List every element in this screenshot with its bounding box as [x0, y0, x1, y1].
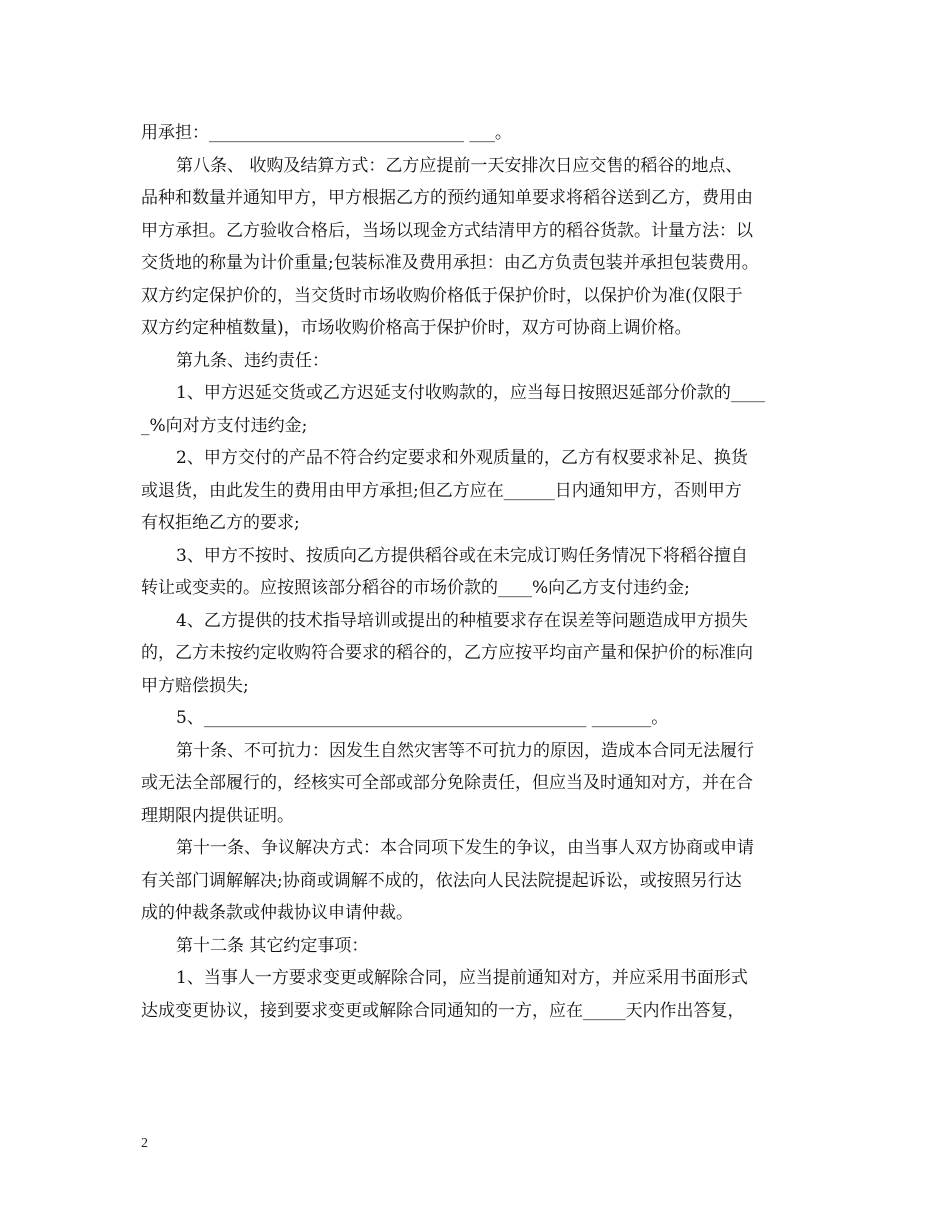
page-number: 2 — [141, 1136, 148, 1151]
text-line: 5、_____________________________________________ _______。 — [176, 708, 669, 728]
text-line: 4、乙方提供的技术指导培训或提出的种植要求存在误差等问题造成甲方损失 — [176, 610, 748, 631]
section-heading: 第十二条 其它约定事项： — [176, 935, 369, 956]
text-line: 达成变更协议，接到要求变更或解除合同通知的一方，应在_____天内作出答复， — [141, 1000, 745, 1021]
text-line: 有关部门调解解决;协商或调解不成的，依法向人民法院提起诉讼，或按照另行达 — [141, 870, 742, 891]
text-line: _%向对方支付违约金; — [141, 415, 308, 436]
text-line: 理期限内提供证明。 — [141, 805, 294, 826]
document-body — [141, 117, 811, 1027]
text-line: 交货地的称量为计价重量;包装标准及费用承担：由乙方负责包装并承担包装费用。 — [141, 253, 759, 273]
text-line: 3、甲方不按时、按质向乙方提供稻谷或在未完成订购任务情况下将稻谷擅自 — [176, 545, 748, 566]
section-heading: 第十一条、争议解决方式：本合同项下发生的争议，由当事人双方协商或申请 — [176, 838, 754, 858]
text-line: 双方约定保护价的，当交货时市场收购价格低于保护价时，以保护价为准(仅限于 — [141, 285, 743, 306]
text-line: 有权拒绝乙方的要求; — [141, 513, 300, 533]
section-heading: 第九条、违约责任： — [176, 350, 329, 371]
text-line: 转让或变卖的。应按照该部分稻谷的市场价款的____%向乙方支付违约金; — [141, 578, 690, 598]
text-line: 1、甲方迟延交货或乙方迟延支付收购款的，应当每日按照迟延部分价款的____ — [176, 383, 765, 403]
text-line: 成的仲裁条款或仲裁协议申请仲裁。 — [141, 903, 413, 923]
text-line: 甲方赔偿损失; — [141, 675, 249, 696]
text-line: 1、当事人一方要求变更或解除合同，应当提前通知对方，并应采用书面形式 — [176, 968, 748, 988]
text-line: 或无法全部履行的，经核实可全部或部分免除责任，但应当及时通知对方，并在合 — [141, 773, 753, 793]
text-line: 第八条、 收购及结算方式：乙方应提前一天安排次日应交售的稻谷的地点、 — [176, 155, 743, 176]
text-line: 用承担：______________________________ ___。 — [141, 123, 512, 143]
text-line: 双方约定种植数量)，市场收购价格高于保护价时，双方可协商上调价格。 — [141, 318, 692, 338]
text-line: 品种和数量并通知甲方，甲方根据乙方的预约通知单要求将稻谷送到乙方，费用由 — [141, 188, 753, 208]
text-line: 甲方承担。乙方验收合格后，当场以现金方式结清甲方的稻谷货款。计量方法：以 — [141, 220, 753, 241]
text-line: 2、甲方交付的产品不符合约定要求和外观质量的，乙方有权要求补足、换货 — [176, 448, 748, 468]
text-line: 或退货，由此发生的费用由甲方承担;但乙方应在______日内通知甲方，否则甲方 — [141, 480, 742, 501]
section-heading: 第十条、不可抗力：因发生自然灾害等不可抗力的原因，造成本合同无法履行 — [176, 740, 754, 761]
text-line: 的，乙方未按约定收购符合要求的稻谷的，乙方应按平均亩产量和保护价的标准向 — [141, 643, 753, 663]
